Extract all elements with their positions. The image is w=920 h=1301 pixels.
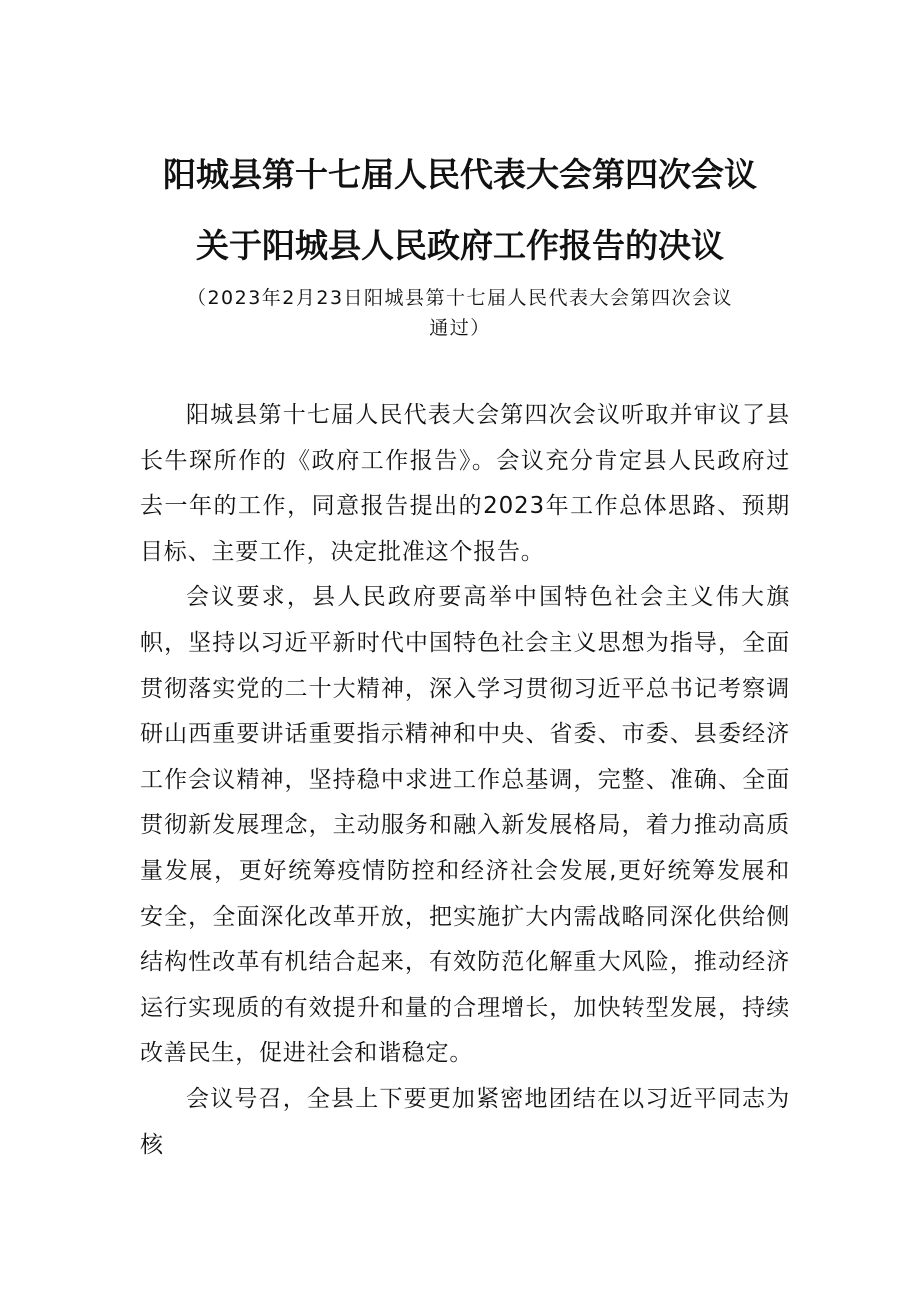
paragraph-approval: 阳城县第十七届人民代表大会第四次会议听取并审议了县长牛琛所作的《政府工作报告》。会议充分肯定县人民政府过去一年的工作，同意报告提出的2023年工作总体思路、预期目标、主要工作，决定批准这个报告。 bbox=[140, 402, 790, 565]
paragraph-call: 会议号召，全县上下要更加紧密地团结在以习近平同志为核 bbox=[140, 1085, 790, 1158]
adoption-note bbox=[130, 283, 790, 343]
document-title-line-1: 阳城县第十七届人民代表大会第四次会议 bbox=[163, 155, 757, 194]
document-title-line-2: 关于阳城县人民政府工作报告的决议 bbox=[196, 226, 724, 265]
document-body bbox=[140, 393, 790, 1168]
adoption-note-line-2: 通过） bbox=[429, 317, 491, 339]
paragraph-requirements: 会议要求，县人民政府要高举中国特色社会主义伟大旗帜，坚持以习近平新时代中国特色社会主义思想为指导，全面贯彻落实党的二十大精神，深入学习贯彻习近平总书记考察调研山西重要讲话重要指示精神和中央、省委、市委、县委经济工作会议精神，坚持稳中求进工作总基调，完整、准确、全面贯彻新发展理念，主动服务和融入新发展格局，着力推动高质量发展，更好统筹疫情防控和经济社会发展,更好统筹发展和安全，全面深化改革开放，把实施扩大内需战略同深化供给侧结构性改革有机结合起来，有效防范化解重大风险，推动经济运行实现质的有效提升和量的合理增长，加快转型发展，持续改善民生，促进社会和谐稳定。 bbox=[140, 584, 790, 1067]
adoption-note-line-1: （2023年2月23日阳城县第十七届人民代表大会第四次会议 bbox=[186, 287, 734, 309]
